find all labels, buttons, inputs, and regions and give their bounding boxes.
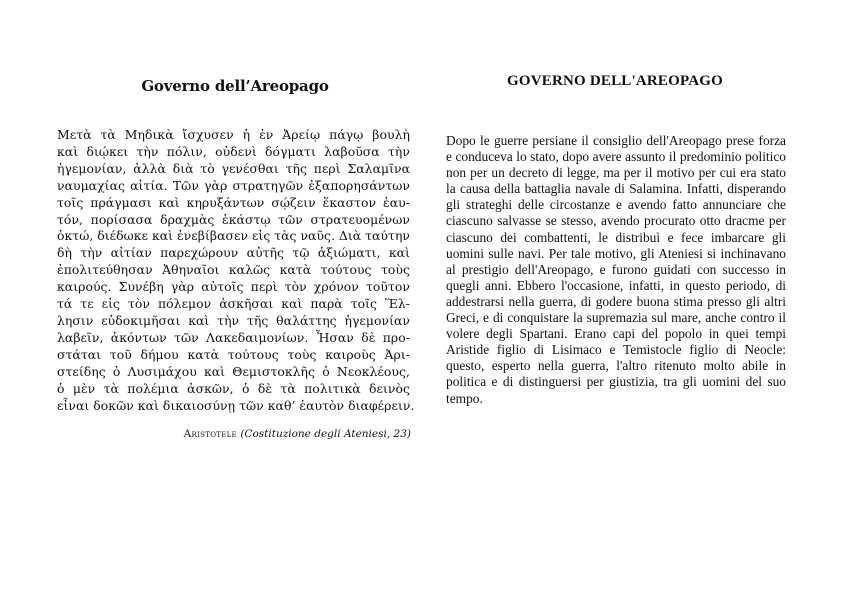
greek-text-block [57,127,415,414]
italian-translation-text: Dopo le guerre persiane il consiglio dell'Areopago prese forza e conduceva lo stato, dopo avere assunto il predominio politico non per un decreto di legge, ma per il motivo per cui era stato la causa della battaglia navale di Salamina. Infatti, disperando gli strateghi delle circostanze e avendo fatto annunciare che ciascuno salvasse se stesso, avendo procurato otto dracme per ciascuno dei combattenti, le distribuì e fece imbarcare gli uomini sulle navi. Per tale motivo, gli Ateniesi si inchinavano al prestigio dell'Areopago, e furono guidati con successo in quegli anni. Ebbero l'occasione, infatti, in questo periodo, di addestrarsi nella guerra, di godere buona stima presso gli altri Greci, e di conquistare la supremazia sul mare, anche contro il volere degli Spartani. Erano capi del popolo in quei tempi Aristide figlio di Lisimaco e Temistocle figlio di Neocle: questo, esperto nella guerra, l'altro ritenuto molto abile in politica e di distinguersi per giustizia, tra gli uomini del suo tempo. [446,133,786,406]
greek-text-line: ἐπολιτεύθησαν Ἀθηναῖοι καλῶς κατὰ τούτους τοὺς [57,262,410,278]
greek-text-line: δὴ τὴν αἰτίαν παρεχώρουν αὐτῆς τῷ ἀξιώματι, καὶ [57,245,410,261]
greek-text-line: καὶ διῴκει τὴν πόλιν, οὐδενὶ δόγματι λαβοῦσα τὴν [57,143,410,159]
greek-text-line: τοῖς πράγμασι καὶ κηρυξάντων σῴζειν ἕκαστον ἑαυ- [57,194,410,210]
greek-text-line: τόν, πορίσασα δραχμὰς ἑκάστῳ τῶν στρατευομένων [57,211,410,227]
citation-author: Aristotele [183,428,237,440]
greek-text-line: ὁ μὲν τὰ πολέμια ἀσκῶν, ὁ δὲ τὰ πολιτικὰ δεινὸς [57,380,410,396]
citation [145,428,411,440]
greek-text-line: λησιν εὐδοκιμῆσαι καὶ τὴν τῆς θαλάττης ἡγεμονίαν [57,312,410,328]
greek-text-line: στάται τοῦ δήμου κατὰ τούτους τοὺς καιροὺς Ἀρι- [57,346,410,362]
greek-text-line: Μετὰ τὰ Μηδικὰ ἴσχυσεν ἡ ἐν Ἀρείῳ πάγῳ βουλὴ [57,127,410,142]
greek-text-line: εἶναι δοκῶν καὶ δικαιοσύνῃ τῶν καθ’ ἑαυτὸν διαφέρειν. [57,397,415,413]
greek-text-line: στείδης ὁ Λυσιμάχου καὶ Θεμιστοκλῆς ὁ Νεοκλέους, [57,363,410,379]
greek-text-line: καιρούς. Συνέβη γὰρ αὐτοῖς περὶ τὸν χρόνον τοῦτον [57,279,410,295]
citation-work: (Costituzione degli Ateniesi, 23) [240,428,411,440]
greek-text-line: λαβεῖν, ἀκόντων τῶν Λακεδαιμονίων. Ἦσαν δὲ προ- [57,329,410,345]
italian-section-title: GOVERNO DELL'AREOPAGO [506,73,724,89]
greek-text-line: ἡγεμονίαν, ἀλλὰ διὰ τὸ γενέσθαι τῆς περὶ Σαλαμῖνα [57,160,410,176]
greek-text-line: ὀκτώ, διέδωκε καὶ ἐνεβίβασεν εἰς τὰς ναῦς. Διὰ ταύτην [57,228,410,244]
greek-text-line: ναυμαχίας αἰτία. Τῶν γὰρ στρατηγῶν ἐξαπορησάντων [57,177,410,193]
greek-section-title: Governo dell’Areopago [141,77,329,95]
greek-text-line: τά τε εἰς τὸν πόλεμον ἀσκῆσαι καὶ παρὰ τοῖς Ἕλ- [57,296,410,312]
